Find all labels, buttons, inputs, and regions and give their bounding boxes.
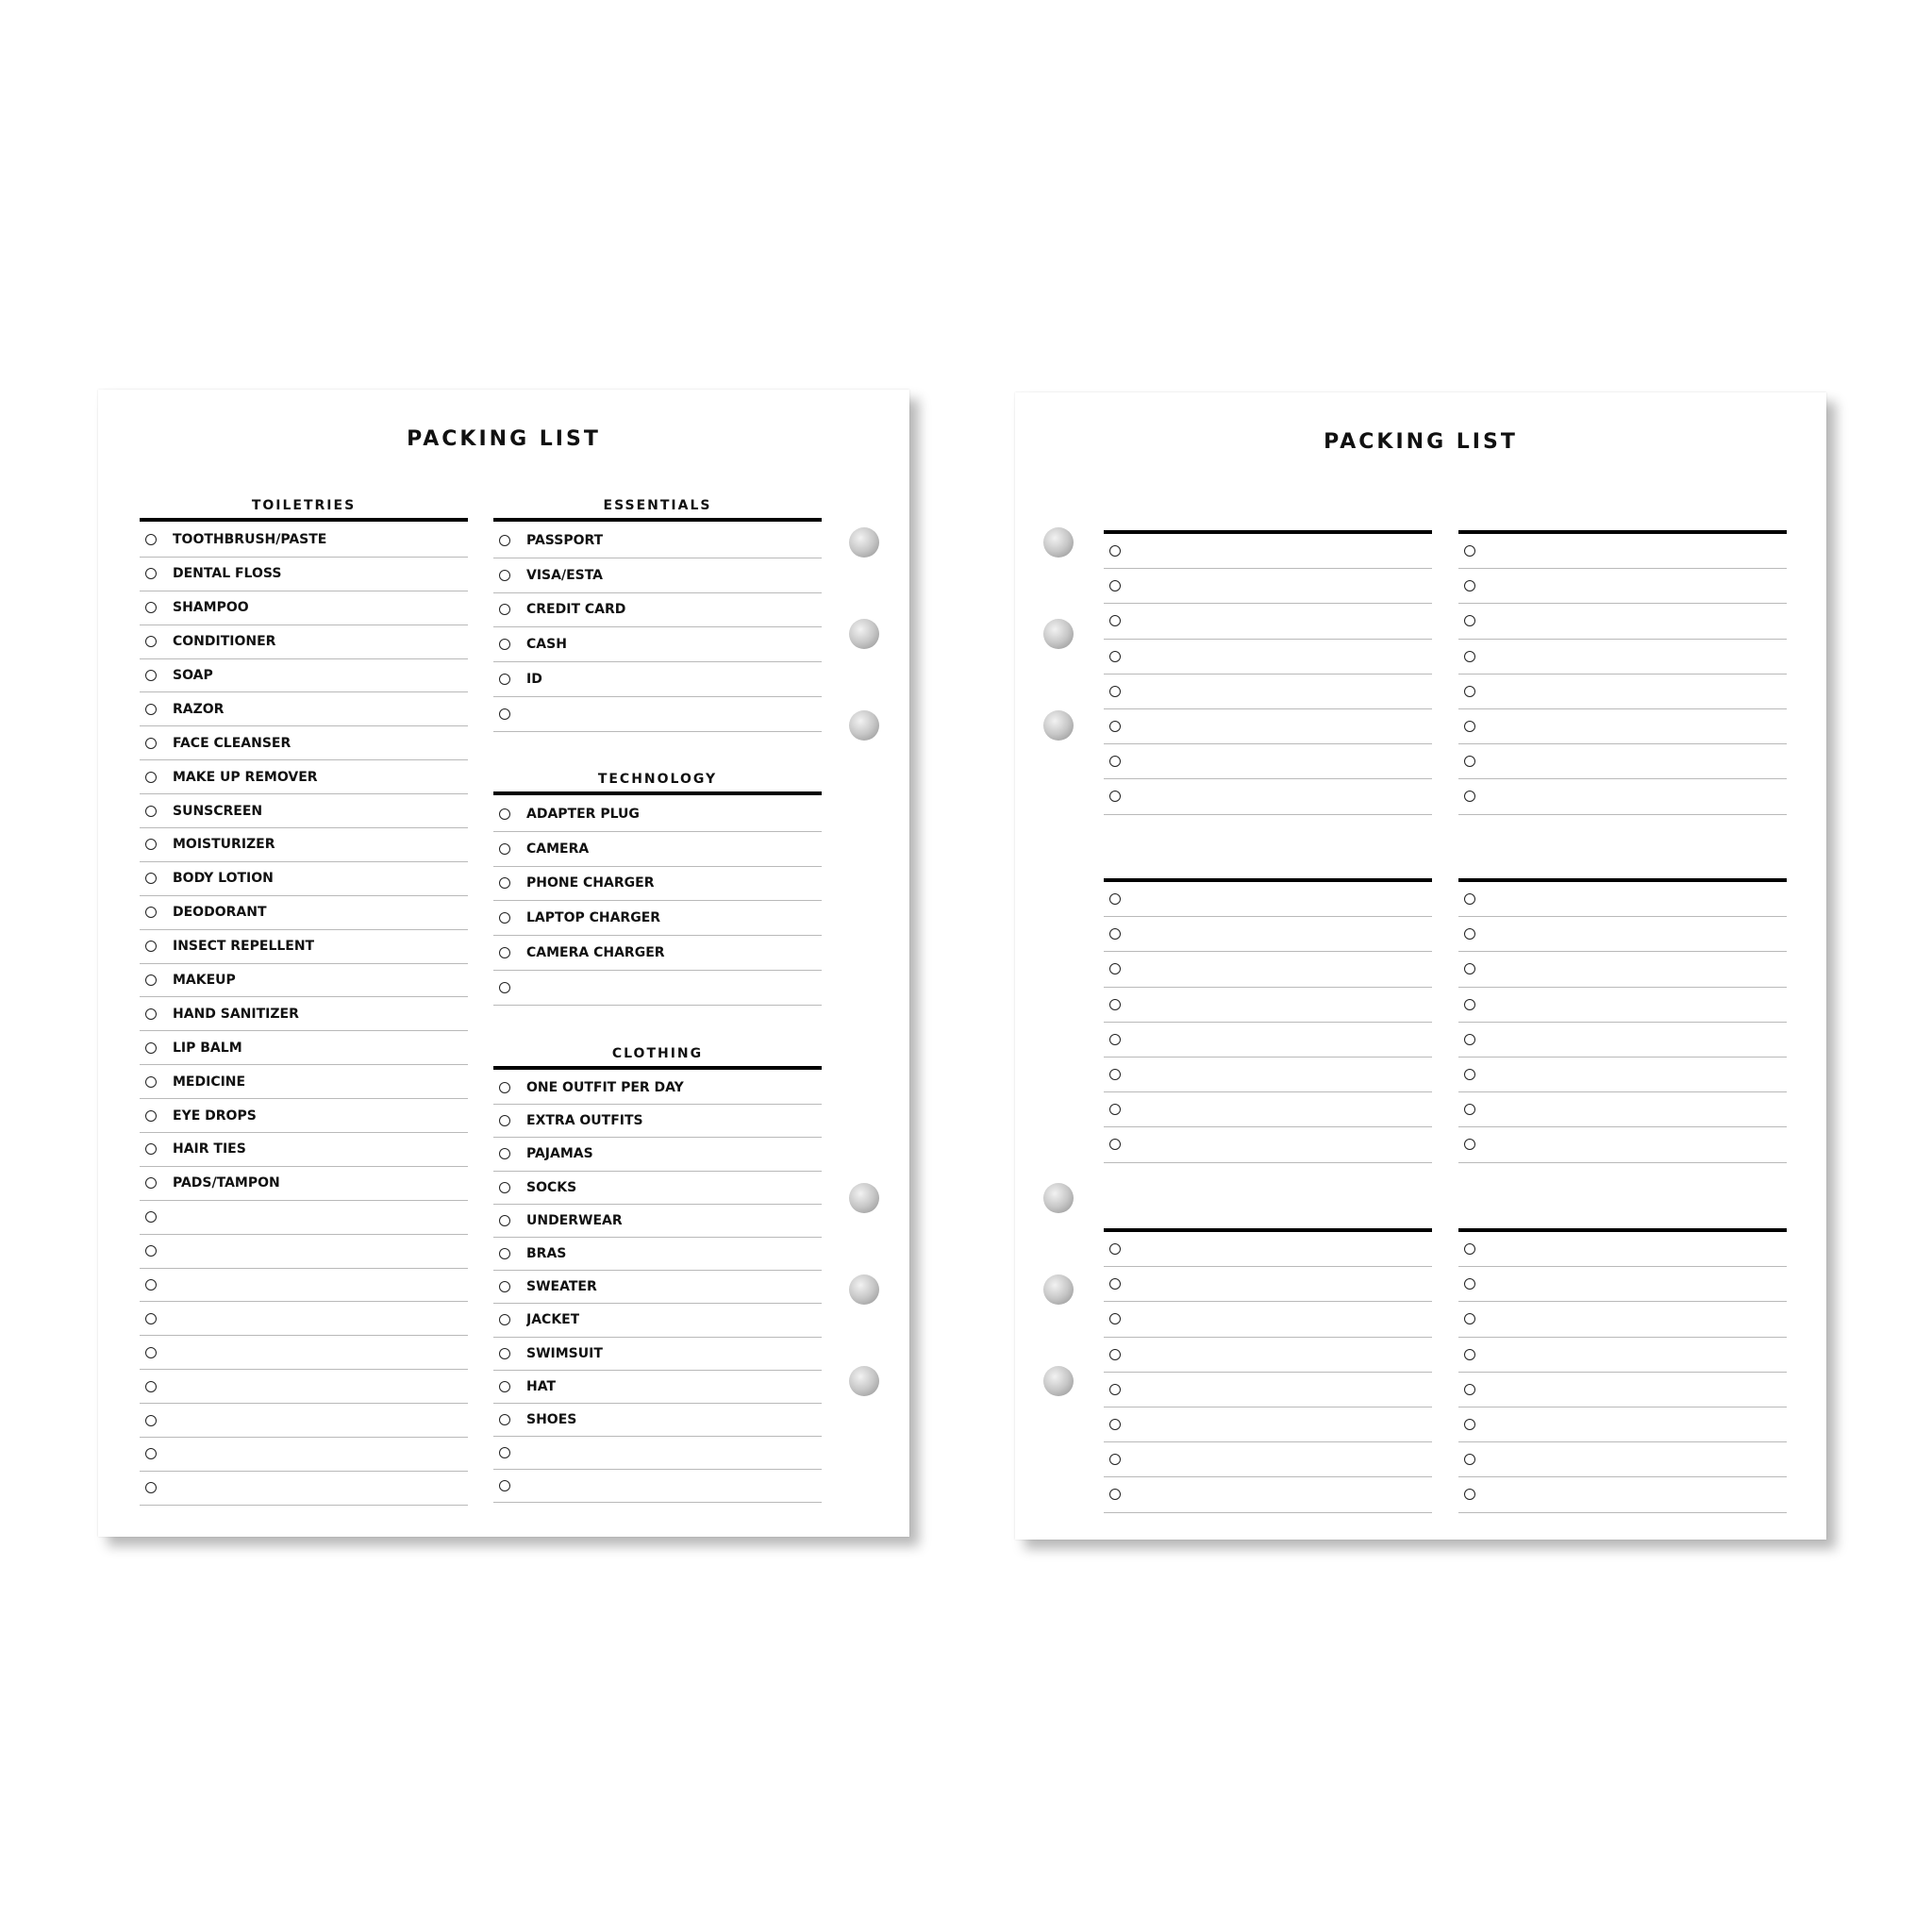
checklist-row: [1104, 1127, 1432, 1162]
item-label: EYE DROPS: [173, 1108, 257, 1124]
item-label: MEDICINE: [173, 1074, 246, 1090]
checklist-row: [1458, 534, 1787, 569]
section-clothing: [493, 1041, 822, 1503]
checklist-row: [1104, 917, 1432, 952]
checklist-row: [493, 1105, 822, 1138]
checkbox-circle-icon[interactable]: [1109, 928, 1121, 940]
checkbox-circle-icon[interactable]: [1464, 1454, 1475, 1465]
checklist-row: [140, 1201, 468, 1235]
checklist-row: [1104, 640, 1432, 675]
checklist-row: [493, 627, 822, 662]
checkbox-circle-icon[interactable]: [1464, 893, 1475, 905]
checklist-row: [140, 1269, 468, 1303]
checklist-row: [493, 1172, 822, 1205]
checkbox-circle-icon[interactable]: [1109, 1419, 1121, 1430]
punch-hole: [849, 619, 879, 649]
checkbox-circle-icon[interactable]: [499, 843, 510, 855]
checkbox-circle-icon[interactable]: [499, 1314, 510, 1325]
checkbox-circle-icon[interactable]: [145, 534, 157, 545]
checklist-row: [1458, 1442, 1787, 1477]
page-title: PACKING LIST: [407, 427, 601, 451]
checkbox-circle-icon[interactable]: [145, 568, 157, 579]
checkbox-circle-icon[interactable]: [499, 947, 510, 958]
checklist-row: [140, 692, 468, 726]
item-label: MAKEUP: [173, 973, 236, 989]
checklist-row: [493, 524, 822, 558]
checkbox-circle-icon[interactable]: [499, 604, 510, 615]
checkbox-circle-icon[interactable]: [1109, 1384, 1121, 1395]
checklist-row: [1104, 1092, 1432, 1127]
item-label: SHAMPOO: [173, 600, 249, 616]
punch-hole: [1043, 1183, 1074, 1213]
checkbox-circle-icon[interactable]: [1464, 721, 1475, 732]
checkbox-circle-icon[interactable]: [499, 1480, 510, 1491]
checklist-row: [1104, 1232, 1432, 1267]
checkbox-circle-icon[interactable]: [499, 1148, 510, 1159]
checklist-row: [493, 1271, 822, 1304]
checklist-row: [1104, 604, 1432, 639]
checkbox-circle-icon[interactable]: [1109, 721, 1121, 732]
checklist-row: [493, 1404, 822, 1437]
item-label: SUNSCREEN: [173, 803, 263, 819]
checklist-row: [140, 997, 468, 1031]
checkbox-circle-icon[interactable]: [1464, 686, 1475, 697]
item-label: EXTRA OUTFITS: [526, 1113, 643, 1129]
item-label: CREDIT CARD: [526, 602, 626, 618]
checklist-row: [1104, 1023, 1432, 1058]
checkbox-circle-icon[interactable]: [499, 982, 510, 993]
punch-hole: [1043, 1274, 1074, 1305]
item-label: PASSPORT: [526, 532, 604, 548]
checkbox-circle-icon[interactable]: [1464, 1069, 1475, 1080]
item-label: TOOTHBRUSH/PASTE: [173, 532, 327, 548]
checklist-row: [1104, 779, 1432, 814]
item-label: JACKET: [526, 1312, 580, 1328]
checklist-row: [1458, 1302, 1787, 1337]
checkbox-circle-icon[interactable]: [1109, 963, 1121, 974]
checklist-row: [1104, 988, 1432, 1023]
checklist-row: [1458, 640, 1787, 675]
checkbox-circle-icon[interactable]: [145, 907, 157, 918]
item-label: PHONE CHARGER: [526, 875, 655, 891]
checklist-row: [1458, 952, 1787, 987]
checklist-row: [140, 794, 468, 828]
punch-hole: [1043, 619, 1074, 649]
item-label: SHOES: [526, 1411, 577, 1427]
checkbox-circle-icon[interactable]: [1109, 1313, 1121, 1324]
item-label: CASH: [526, 637, 567, 653]
checkbox-circle-icon[interactable]: [1464, 1278, 1475, 1290]
checkbox-circle-icon[interactable]: [1464, 1104, 1475, 1115]
checkbox-circle-icon[interactable]: [499, 1348, 510, 1359]
checklist-row: [1458, 1373, 1787, 1407]
item-label: DEODORANT: [173, 905, 267, 921]
checkbox-circle-icon[interactable]: [499, 639, 510, 650]
checklist-row: [1458, 744, 1787, 779]
item-label: BRAS: [526, 1246, 567, 1262]
checkbox-circle-icon[interactable]: [1464, 928, 1475, 940]
checklist-row: [1104, 1373, 1432, 1407]
checkbox-circle-icon[interactable]: [1109, 1069, 1121, 1080]
checklist-row: [493, 1072, 822, 1105]
checklist-row: [493, 558, 822, 593]
checklist-row: [493, 971, 822, 1006]
checklist-row: [1458, 1267, 1787, 1302]
checkbox-circle-icon[interactable]: [145, 1313, 157, 1324]
item-label: BODY LOTION: [173, 871, 274, 887]
checklist-row: [493, 1205, 822, 1238]
blank-section: [1458, 530, 1787, 815]
checklist-row: [1458, 569, 1787, 604]
checkbox-circle-icon[interactable]: [145, 839, 157, 850]
checklist-row: [1458, 1407, 1787, 1442]
checkbox-circle-icon[interactable]: [1109, 1349, 1121, 1360]
checkbox-circle-icon[interactable]: [1464, 1313, 1475, 1324]
item-label: MOISTURIZER: [173, 837, 275, 853]
checklist-row: [1104, 744, 1432, 779]
checklist-row: [1458, 1477, 1787, 1512]
checkbox-circle-icon[interactable]: [145, 941, 157, 952]
item-label: LIP BALM: [173, 1040, 242, 1056]
item-label: SWEATER: [526, 1279, 597, 1295]
punch-hole: [849, 527, 879, 558]
checkbox-circle-icon[interactable]: [1464, 963, 1475, 974]
checkbox-circle-icon[interactable]: [1109, 1278, 1121, 1290]
item-label: DENTAL FLOSS: [173, 566, 282, 582]
checkbox-circle-icon[interactable]: [1109, 545, 1121, 557]
checklist-row: [493, 797, 822, 832]
checkbox-circle-icon[interactable]: [1464, 1349, 1475, 1360]
checklist-row: [1458, 882, 1787, 917]
checkbox-circle-icon[interactable]: [145, 1245, 157, 1257]
checklist-row: [1104, 1338, 1432, 1373]
checklist-row: [140, 1336, 468, 1370]
checkbox-circle-icon[interactable]: [1109, 580, 1121, 591]
checklist-row: [493, 1304, 822, 1337]
blank-section: [1104, 878, 1432, 1163]
checklist-row: [493, 662, 822, 697]
section-title: CLOTHING: [493, 1041, 822, 1070]
checkbox-circle-icon[interactable]: [1464, 580, 1475, 591]
section-essentials: [493, 493, 822, 732]
checkbox-circle-icon[interactable]: [145, 1211, 157, 1223]
checkbox-circle-icon[interactable]: [145, 704, 157, 715]
checkbox-circle-icon[interactable]: [145, 1110, 157, 1122]
checklist-row: [1104, 952, 1432, 987]
checklist-row: [1458, 1058, 1787, 1092]
checkbox-circle-icon[interactable]: [145, 1448, 157, 1459]
punch-hole: [849, 1274, 879, 1305]
checklist-row: [140, 896, 468, 930]
checklist-row: [493, 1138, 822, 1171]
checklist-row: [140, 964, 468, 998]
item-label: CONDITIONER: [173, 634, 276, 650]
checkbox-circle-icon[interactable]: [499, 808, 510, 820]
checklist-row: [140, 1370, 468, 1404]
checklist-row: [1104, 1442, 1432, 1477]
checklist-row: [1104, 675, 1432, 709]
checklist-row: [140, 558, 468, 591]
checkbox-circle-icon[interactable]: [1464, 1243, 1475, 1255]
checklist-row: [140, 828, 468, 862]
item-label: SOAP: [173, 668, 213, 683]
checkbox-circle-icon[interactable]: [1464, 1139, 1475, 1150]
checklist-row: [1458, 988, 1787, 1023]
checklist-row: [140, 760, 468, 794]
item-label: CAMERA CHARGER: [526, 945, 665, 961]
blank-section: [1458, 1228, 1787, 1513]
section-technology: [493, 767, 822, 1006]
checklist-row: [140, 862, 468, 896]
checklist-row: [140, 1099, 468, 1133]
checkbox-circle-icon[interactable]: [1109, 1243, 1121, 1255]
item-label: CAMERA: [526, 841, 590, 857]
checklist-row: [1458, 1023, 1787, 1058]
checkbox-circle-icon[interactable]: [1464, 1419, 1475, 1430]
checkbox-circle-icon[interactable]: [1464, 1034, 1475, 1045]
checkbox-circle-icon[interactable]: [499, 1082, 510, 1093]
section-title: TECHNOLOGY: [493, 767, 822, 795]
checkbox-circle-icon[interactable]: [499, 1381, 510, 1392]
checklist-row: [140, 625, 468, 659]
item-label: SWIMSUIT: [526, 1345, 603, 1361]
blank-section: [1104, 530, 1432, 815]
checkbox-circle-icon[interactable]: [145, 636, 157, 647]
checklist-row: [493, 1238, 822, 1271]
checkbox-circle-icon[interactable]: [1464, 999, 1475, 1010]
checklist-row: [1458, 1127, 1787, 1162]
item-label: HAT: [526, 1378, 557, 1394]
item-label: RAZOR: [173, 701, 225, 717]
checklist-row: [1458, 709, 1787, 744]
checkbox-circle-icon[interactable]: [1464, 651, 1475, 662]
checkbox-circle-icon[interactable]: [145, 806, 157, 817]
item-label: LAPTOP CHARGER: [526, 910, 661, 926]
checkbox-circle-icon[interactable]: [145, 1042, 157, 1054]
item-label: MAKE UP REMOVER: [173, 769, 318, 785]
checkbox-circle-icon[interactable]: [499, 535, 510, 546]
checkbox-circle-icon[interactable]: [145, 873, 157, 884]
item-label: PADS/TAMPON: [173, 1175, 280, 1191]
checkbox-circle-icon[interactable]: [1464, 1384, 1475, 1395]
checklist-row: [140, 1235, 468, 1269]
checkbox-circle-icon[interactable]: [1109, 1034, 1121, 1045]
checklist-row: [1104, 1267, 1432, 1302]
item-label: INSECT REPELLENT: [173, 939, 315, 955]
checkbox-circle-icon[interactable]: [1109, 893, 1121, 905]
checkbox-circle-icon[interactable]: [499, 708, 510, 720]
checkbox-circle-icon[interactable]: [1464, 756, 1475, 767]
checkbox-circle-icon[interactable]: [145, 1415, 157, 1426]
section-toiletries: [140, 493, 468, 1506]
punch-hole: [849, 1366, 879, 1396]
punch-hole: [1043, 1366, 1074, 1396]
item-label: VISA/ESTA: [526, 567, 604, 583]
checklist-row: [493, 1371, 822, 1404]
checklist-row: [140, 591, 468, 625]
item-label: SOCKS: [526, 1179, 577, 1195]
checklist-row: [140, 1065, 468, 1099]
checklist-row: [1458, 779, 1787, 814]
checkbox-circle-icon[interactable]: [499, 1447, 510, 1458]
checklist-row: [493, 1338, 822, 1371]
checkbox-circle-icon[interactable]: [145, 1347, 157, 1358]
checklist-row: [493, 832, 822, 867]
checkbox-circle-icon[interactable]: [1109, 999, 1121, 1010]
checkbox-circle-icon[interactable]: [499, 1115, 510, 1126]
blank-section: [1458, 878, 1787, 1163]
page-title: PACKING LIST: [1324, 430, 1518, 454]
item-label: HAND SANITIZER: [173, 1006, 299, 1022]
checkbox-circle-icon[interactable]: [1464, 615, 1475, 626]
checkbox-circle-icon[interactable]: [1464, 791, 1475, 802]
punch-hole: [849, 1183, 879, 1213]
item-label: UNDERWEAR: [526, 1212, 623, 1228]
checklist-row: [493, 593, 822, 628]
checklist-row: [140, 1302, 468, 1336]
checklist-row: [140, 930, 468, 964]
checkbox-circle-icon[interactable]: [145, 1279, 157, 1291]
checkbox-circle-icon[interactable]: [145, 1143, 157, 1155]
checklist-row: [140, 1404, 468, 1438]
checklist-row: [140, 1031, 468, 1065]
checkbox-circle-icon[interactable]: [499, 877, 510, 889]
checkbox-circle-icon[interactable]: [145, 1381, 157, 1392]
checkbox-circle-icon[interactable]: [1109, 791, 1121, 802]
checkbox-circle-icon[interactable]: [1464, 545, 1475, 557]
checklist-row: [1104, 569, 1432, 604]
checklist-row: [1104, 882, 1432, 917]
checklist-row: [1458, 1232, 1787, 1267]
checkbox-circle-icon[interactable]: [499, 1182, 510, 1193]
checkbox-circle-icon[interactable]: [499, 1281, 510, 1292]
punch-hole: [1043, 527, 1074, 558]
punch-hole: [849, 710, 879, 741]
checkbox-circle-icon[interactable]: [145, 1177, 157, 1189]
checkbox-circle-icon[interactable]: [499, 674, 510, 685]
checklist-row: [1104, 1302, 1432, 1337]
checklist-row: [493, 697, 822, 732]
checklist-row: [493, 901, 822, 936]
checklist-row: [140, 659, 468, 693]
item-label: ONE OUTFIT PER DAY: [526, 1080, 684, 1096]
item-label: PAJAMAS: [526, 1146, 593, 1162]
section-title: TOILETRIES: [140, 493, 468, 522]
checklist-row: [1458, 675, 1787, 709]
checkbox-circle-icon[interactable]: [145, 1076, 157, 1088]
checkbox-circle-icon[interactable]: [1109, 686, 1121, 697]
checklist-row: [493, 867, 822, 902]
checkbox-circle-icon[interactable]: [145, 602, 157, 613]
checkbox-circle-icon[interactable]: [145, 974, 157, 986]
checkbox-circle-icon[interactable]: [499, 570, 510, 581]
checkbox-circle-icon[interactable]: [499, 1215, 510, 1226]
checkbox-circle-icon[interactable]: [1464, 1489, 1475, 1500]
checklist-row: [493, 1437, 822, 1470]
section-title: ESSENTIALS: [493, 493, 822, 522]
checkbox-circle-icon[interactable]: [499, 1414, 510, 1425]
checklist-row: [1104, 1407, 1432, 1442]
checklist-row: [1458, 1338, 1787, 1373]
checklist-row: [1104, 1477, 1432, 1512]
checklist-row: [140, 1438, 468, 1472]
checkbox-circle-icon[interactable]: [499, 912, 510, 924]
checklist-row: [1104, 534, 1432, 569]
right-page: [1015, 392, 1826, 1540]
checkbox-circle-icon[interactable]: [145, 772, 157, 783]
punch-hole: [1043, 710, 1074, 741]
checkbox-circle-icon[interactable]: [1109, 615, 1121, 626]
blank-section: [1104, 1228, 1432, 1513]
item-label: HAIR TIES: [173, 1141, 246, 1158]
checklist-row: [493, 936, 822, 971]
left-page: [98, 390, 909, 1537]
checkbox-circle-icon[interactable]: [145, 1482, 157, 1493]
item-label: ADAPTER PLUG: [526, 806, 640, 822]
checklist-row: [1458, 604, 1787, 639]
checklist-row: [1458, 1092, 1787, 1127]
checklist-row: [493, 1470, 822, 1503]
checkbox-circle-icon[interactable]: [145, 738, 157, 749]
checklist-row: [1104, 1058, 1432, 1092]
checkbox-circle-icon[interactable]: [145, 1008, 157, 1020]
checkbox-circle-icon[interactable]: [1109, 756, 1121, 767]
checkbox-circle-icon[interactable]: [1109, 1104, 1121, 1115]
item-label: FACE CLEANSER: [173, 735, 291, 751]
checklist-row: [140, 1472, 468, 1506]
checklist-row: [140, 726, 468, 760]
checkbox-circle-icon[interactable]: [1109, 1454, 1121, 1465]
checkbox-circle-icon[interactable]: [499, 1248, 510, 1259]
checklist-row: [140, 524, 468, 558]
checkbox-circle-icon[interactable]: [1109, 1139, 1121, 1150]
checklist-row: [1458, 917, 1787, 952]
checklist-row: [140, 1133, 468, 1167]
item-label: ID: [526, 672, 542, 688]
checkbox-circle-icon[interactable]: [145, 670, 157, 681]
checkbox-circle-icon[interactable]: [1109, 1489, 1121, 1500]
checklist-row: [140, 1167, 468, 1201]
checklist-row: [1104, 709, 1432, 744]
checkbox-circle-icon[interactable]: [1109, 651, 1121, 662]
